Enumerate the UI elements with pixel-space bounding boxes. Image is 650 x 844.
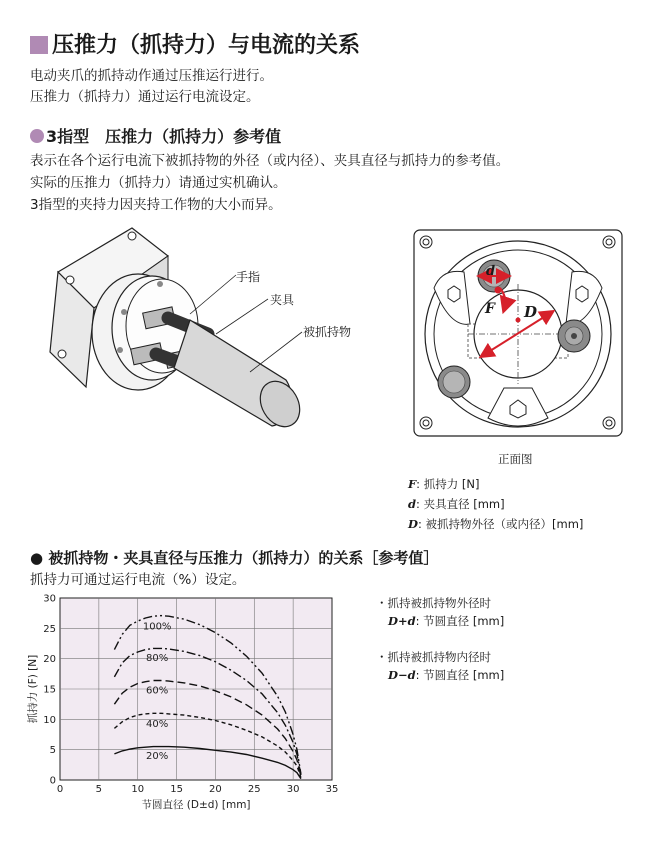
note-outer-formula xyxy=(388,612,504,631)
x-tick-label: 0 xyxy=(56,784,64,795)
y-tick-label: 10 xyxy=(43,714,56,726)
x-axis-label: 节圆直径 (D±d) [mm] xyxy=(141,799,251,811)
front-view-d: d xyxy=(486,264,496,279)
page-title xyxy=(30,28,360,59)
graph-subtitle: 抓持力可通过运行电流（%）设定。 xyxy=(30,572,246,588)
x-tick-label: 10 xyxy=(131,784,145,795)
intro-line-2: 压推力（抓持力）通过运行电流设定。 xyxy=(30,89,260,105)
y-tick-label: 30 xyxy=(43,593,56,605)
front-view-caption: 正面图 xyxy=(498,452,533,466)
section-title xyxy=(30,124,281,147)
y-tick-label: 25 xyxy=(43,623,56,635)
series-label-40pct: 40% xyxy=(146,719,169,731)
x-tick-label: 35 xyxy=(325,784,339,795)
series-label-60pct: 60% xyxy=(146,685,169,697)
note-outer-bullet: ・抓持被抓持物外径时 xyxy=(376,596,491,610)
y-tick-label: 0 xyxy=(49,775,56,787)
note-inner-formula-symbol: D−d xyxy=(388,668,416,682)
legend-d-text: : 夹具直径 [mm] xyxy=(416,497,505,511)
label-object: 被抓持物 xyxy=(303,325,352,339)
section-text-1: 表示在各个运行电流下被抓持物的外径（或内径）、夹具直径与抓持力的参考值。 xyxy=(30,153,510,169)
x-tick-label: 15 xyxy=(170,784,183,795)
label-finger: 手指 xyxy=(236,270,261,284)
series-label-100pct: 100% xyxy=(142,621,172,633)
y-axis-label: 抓持力 (F) [N] xyxy=(27,654,39,724)
section-text-3: 3指型的夹持力因夹持工作物的大小而异。 xyxy=(30,197,282,213)
note-outer-formula-symbol: D+d xyxy=(388,614,416,628)
force-chart xyxy=(24,592,354,822)
page-title-text: 压推力（抓持力）与电流的关系 xyxy=(52,33,361,58)
gripper-illustration xyxy=(40,222,330,437)
series-label-80pct: 80% xyxy=(146,652,169,664)
intro-line-1: 电动夹爪的抓持动作通过压推运行进行。 xyxy=(30,68,273,84)
note-inner-formula xyxy=(388,666,504,685)
x-tick-label: 30 xyxy=(286,784,300,795)
series-label-20pct: 20% xyxy=(146,751,169,763)
legend-F xyxy=(408,474,479,494)
section-title-text: 3指型 压推力（抓持力）参考值 xyxy=(46,127,282,146)
legend-D-symbol: D xyxy=(408,517,418,531)
x-tick-label: 20 xyxy=(209,784,222,795)
front-view-diagram xyxy=(412,228,624,440)
note-outer-formula-text: : 节圆直径 [mm] xyxy=(415,614,505,628)
section-text-2: 实际的压推力（抓持力）请通过实机确认。 xyxy=(30,175,287,191)
graph-title: ● 被抓持物・夹具直径与压推力（抓持力）的关系［参考值］ xyxy=(30,549,439,567)
y-tick-label: 5 xyxy=(49,745,56,757)
title-marker xyxy=(30,36,48,54)
front-view-F: F xyxy=(485,301,495,317)
legend-F-text: : 抓持力 [N] xyxy=(416,477,480,491)
x-tick-label: 25 xyxy=(247,784,261,795)
legend-D-text: : 被抓持物外径（或内径）[mm] xyxy=(417,517,584,531)
front-view-D: D xyxy=(524,303,538,321)
y-tick-label: 15 xyxy=(43,684,56,696)
x-tick-label: 5 xyxy=(95,784,103,795)
graph-title-text: 被抓持物・夹具直径与压推力（抓持力）的关系［参考值］ xyxy=(48,549,439,567)
legend-d xyxy=(408,494,505,514)
section-bullet-icon xyxy=(30,129,44,143)
legend-D xyxy=(408,514,583,534)
note-inner-bullet: ・抓持被抓持物内径时 xyxy=(376,650,491,664)
legend-d-symbol: d xyxy=(408,497,417,511)
legend-F-symbol: F xyxy=(408,477,417,491)
note-inner-formula-text: : 节圆直径 [mm] xyxy=(415,668,505,682)
label-jig: 夹具 xyxy=(270,293,295,307)
y-tick-label: 20 xyxy=(43,654,56,666)
